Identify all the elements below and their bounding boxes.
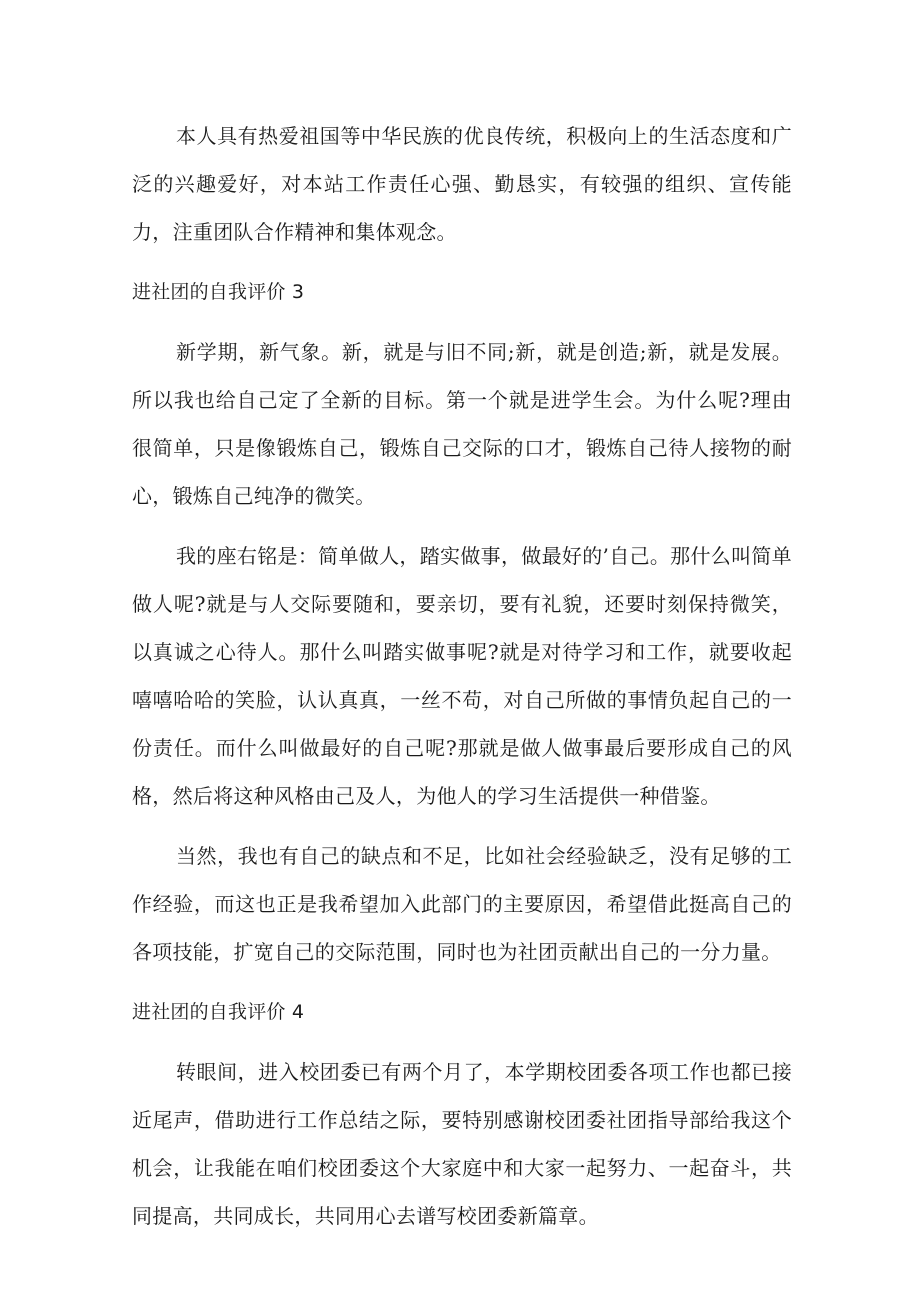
section-heading-3: 进社团的自我评价 3 (132, 281, 305, 303)
paragraph-new-semester: 新学期，新气象。新，就是与旧不同;新，就是创造;新，就是发展。所以我也给自己定了全新的目标。第一个就是进学生会。为什么呢?理由很简单，只是像锻炼自己，锻炼自己交际的口才，锻炼自己待人接物的耐心，锻炼自己纯净的微笑。 (132, 340, 792, 508)
paragraph-motto: 我的座右铭是：简单做人，踏实做事，做最好的’自己。那什么叫简单做人呢?就是与人交际要随和，要亲切，要有礼貌，还要时刻保持微笑，以真诚之心待人。那什么叫踏实做事呢?就是对待学习和工作，就要收起嘻嘻哈哈的笑脸，认认真真，一丝不苟，对自己所做的事情负起自己的一份责任。而什么叫做最好的自己呢?那就是做人做事最后要形成自己的风格，然后将这种风格由己及人，为他人的学习生活提供一种借鉴。 (132, 544, 792, 808)
section-heading-4: 进社团的自我评价 4 (132, 1001, 305, 1023)
document-body (132, 112, 792, 1252)
paragraph-two-months: 转眼间，进入校团委已有两个月了，本学期校团委各项工作也都已接近尾声，借助进行工作总结之际，要特别感谢校团委社团指导部给我这个机会，让我能在咱们校团委这个大家庭中和大家一起努力、一起奋斗，共同提高，共同成长，共同用心去谱写校团委新篇章。 (132, 1060, 792, 1228)
paragraph-shortcomings: 当然，我也有自己的缺点和不足，比如社会经验缺乏，没有足够的工作经验，而这也正是我希望加入此部门的主要原因，希望借此挺高自己的各项技能，扩宽自己的交际范围，同时也为社团贡献出自己的一分力量。 (132, 844, 792, 964)
paragraph-intro: 本人具有热爱祖国等中华民族的优良传统，积极向上的生活态度和广泛的兴趣爱好，对本站工作责任心强、勤恳实，有较强的组织、宣传能力，注重团队合作精神和集体观念。 (132, 124, 792, 244)
